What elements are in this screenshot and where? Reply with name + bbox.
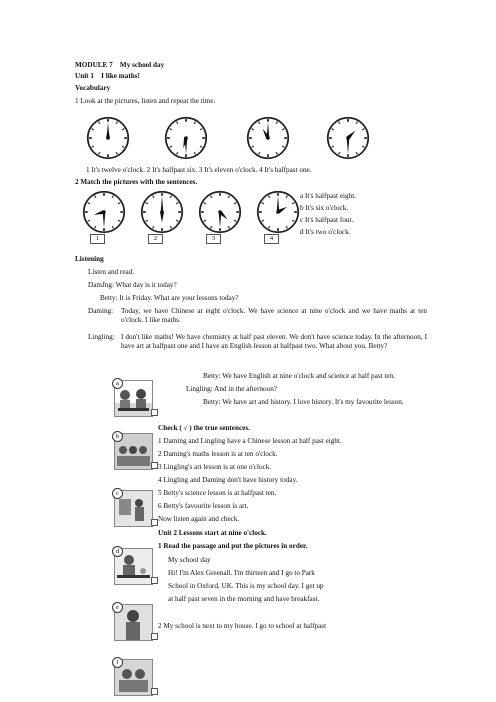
unit1-heading: Unit 1 I like maths! [75, 72, 140, 80]
vocabulary-heading: Vocabulary [75, 84, 111, 92]
picture-d-label: d [112, 546, 123, 557]
picture-a-checkbox[interactable] [151, 409, 158, 416]
ex2-option-c: c It's halfpast four. [300, 216, 354, 224]
picture-e-checkbox[interactable] [151, 633, 158, 640]
ex2-option-b: b It's six o'clock. [300, 204, 349, 212]
ex2-clock-3 [198, 190, 242, 234]
ex1-clock-1 [86, 116, 130, 160]
clock-hub [218, 210, 222, 214]
ex2-label-4: 4 [264, 234, 279, 244]
picture-f-label: f [112, 657, 123, 668]
lingling-text: I don't like maths! We have chemistry at half past eleven. We don't have science today. In the afternoon, I have art at halfpast one and I have an English lesson at halfpast two. What about you, Betty? [121, 333, 427, 350]
picture-e-label: e [112, 602, 123, 613]
check-after: Now listen again and check. [158, 515, 240, 523]
passage-line-4: at half past seven in the morning and have breakfast. [168, 595, 320, 603]
picture-e [114, 604, 153, 641]
ex2-instruction: 2 Match the pictures with the sentences. [75, 178, 198, 186]
picture-b-label: b [112, 431, 123, 442]
betty-line-1: Betty: We have English at nine o'clock and science at half past ten. [203, 372, 395, 380]
ex1-clock-2 [164, 116, 208, 160]
picture-f-checkbox[interactable] [151, 688, 158, 695]
ex2-option-a: a It's halfpast eight. [300, 192, 356, 200]
passage-line-1: My school day [168, 556, 211, 564]
daming-text: Today, we have Chinese at eight o'clock. We have science at nine o'clock and we have maths at ten o'clock. I like maths. [121, 307, 427, 324]
ex2-clock-4 [256, 190, 300, 234]
clock-hub [106, 136, 110, 140]
ex2-clock-2 [140, 190, 184, 234]
unit2-heading: Unit 2 Lessons start at nine o'clock. [158, 529, 267, 537]
picture-b-checkbox[interactable] [151, 462, 158, 469]
check-item-3: 3 Lingling's art lesson is at one o'clock. [158, 463, 272, 471]
check-heading: Check ( √ ) the true sentences. [158, 424, 250, 432]
listening-heading: Listening [75, 255, 104, 263]
check-item-4: 4 Lingling and Daming don't have history today. [158, 476, 298, 484]
passage-line-5: 2 My school is next to my house. I go to school at halfpast [158, 622, 327, 630]
picture-d-checkbox[interactable] [151, 577, 158, 584]
daming-label: Daming: [88, 307, 114, 315]
clock-hub [276, 210, 280, 214]
passage-line-2: Hi! I'm Alex Greenall. I'm thirteen and I go to Park [168, 569, 315, 577]
ex2-label-3: 3 [206, 234, 221, 244]
picture-f [114, 659, 153, 696]
picture-a-label: a [112, 378, 123, 389]
ex2-label-2: 2 [148, 234, 163, 244]
clock-hub [184, 136, 188, 140]
picture-c-label: c [112, 488, 123, 499]
ex2-label-1: 1 [90, 234, 105, 244]
ex1-instruction: 1 Look at the pictures, listen and repeat the time. [75, 97, 216, 105]
dialogue-line-2: Betty: It is Friday. What are your lessons today? [100, 294, 239, 302]
dialogue-line-1: DamJng: What day is it today? [88, 281, 177, 289]
picture-c-checkbox[interactable] [151, 519, 158, 526]
picture-b [114, 433, 153, 470]
betty-line-2: Betty: We have art and history. I love history. It's my favourite lesson. [203, 398, 404, 406]
check-item-2: 2 Daming's maths lesson is at ten o'clock. [158, 450, 278, 458]
clock-hub [102, 210, 106, 214]
ex1-captions: 1 It's twelve o'clock. 2 It's halfpast six. 3 It's eleven o'clock. 4 It's halfpast one. [86, 166, 312, 174]
clock-hub [160, 210, 164, 214]
unit2-instruction: 1 Read the passage and put the pictures in order. [158, 542, 308, 550]
ex1-clock-3 [246, 116, 290, 160]
clock-hub [346, 136, 350, 140]
ex2-clock-1 [82, 190, 126, 234]
module-heading: MODULE 7 My school day [75, 61, 165, 69]
lingling-line-2: Lingling: And in the afternoon? [186, 385, 278, 393]
check-item-6: 6 Betty's favourite lesson is art. [158, 502, 249, 510]
picture-c [114, 490, 153, 527]
ex1-clock-4 [326, 116, 370, 160]
picture-a [114, 380, 153, 417]
passage-line-3: School in Oxford, UK. This is my school day. I get up [168, 582, 324, 590]
check-item-5: 5 Betty's science lesson is at halfpast ten. [158, 489, 277, 497]
listening-intro: Listen and read. [88, 268, 135, 276]
clock-hub [266, 136, 270, 140]
check-item-1: 1 Daming and Lingling have a Chinese lesson at half past eight. [158, 437, 342, 445]
picture-d [114, 548, 153, 585]
ex2-option-d: d It's two o'clock. [300, 228, 351, 236]
lingling-label: Lingling: [88, 333, 115, 341]
